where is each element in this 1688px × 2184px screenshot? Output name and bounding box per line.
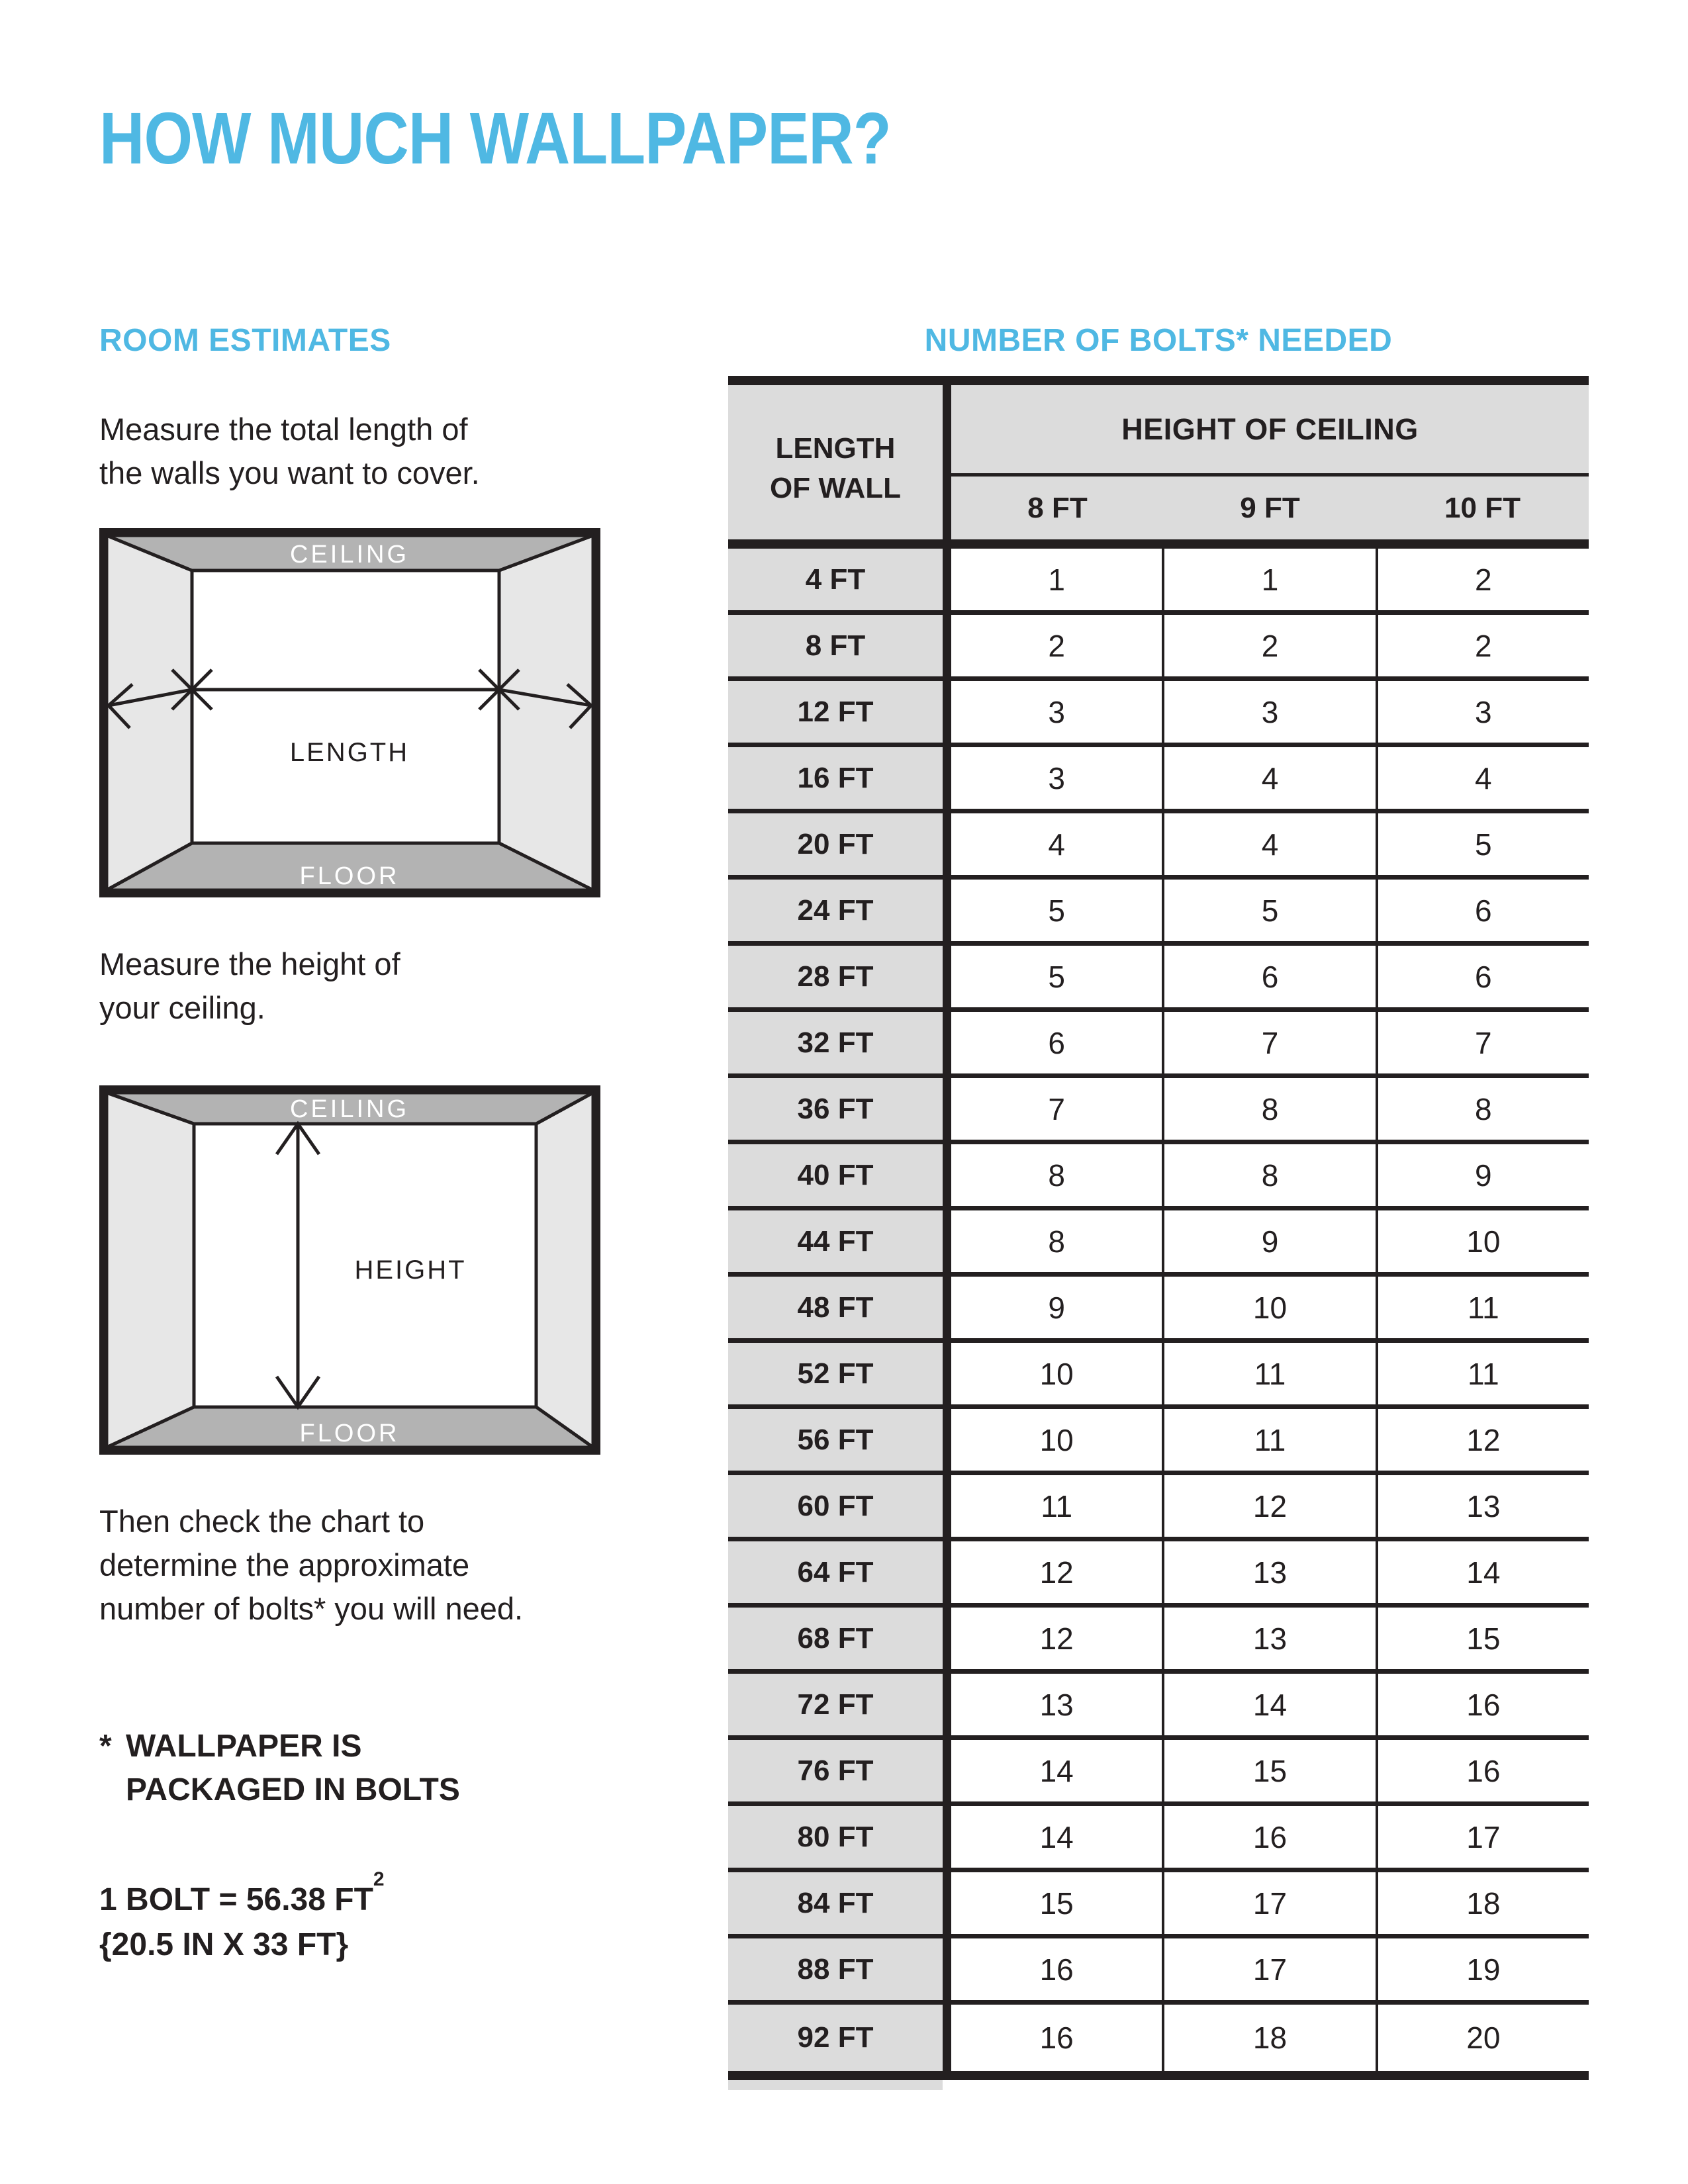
row-label-cell: 84 FT <box>728 1872 943 1934</box>
row-label-cell: 56 FT <box>728 1409 943 1471</box>
table-row <box>728 1541 1589 1608</box>
row-values <box>943 1409 1589 1471</box>
instruction-line: Measure the height of <box>99 946 400 981</box>
instruction-line: the walls you want to cover. <box>99 455 480 490</box>
row-label-cell: 24 FT <box>728 880 943 941</box>
bolt-count-cell: 5 <box>1048 959 1065 994</box>
table-header <box>728 385 1589 539</box>
table-row <box>728 813 1589 880</box>
table-row <box>728 1277 1589 1343</box>
left-wall <box>107 535 192 890</box>
superscript-2: 2 <box>373 1868 385 1890</box>
table-row <box>728 681 1589 747</box>
bolt-count-cell: 12 <box>1376 1409 1589 1471</box>
room-estimates-heading: ROOM ESTIMATES <box>99 323 391 358</box>
floor-label: FLOOR <box>299 862 400 890</box>
bolt-count-cell: 5 <box>1162 880 1375 941</box>
bolt-count-cell: 2 <box>1376 549 1589 610</box>
height-label: HEIGHT <box>354 1255 467 1285</box>
table-row <box>728 549 1589 615</box>
row-values <box>943 681 1589 743</box>
instruction-measure-height <box>99 942 400 1030</box>
bolts-footnote <box>99 1725 460 1812</box>
bolt-count-cell: 6 <box>1376 880 1589 941</box>
row-values <box>943 1475 1589 1537</box>
bolt-count-cell: 20 <box>1376 2005 1589 2071</box>
row-values <box>943 1541 1589 1603</box>
row-label-cell: 20 FT <box>728 813 943 875</box>
bolt-equation <box>99 1870 385 1968</box>
row-values <box>943 1078 1589 1140</box>
bolt-count-cell: 7 <box>1048 1091 1065 1126</box>
table-header-divider-bar <box>728 539 1589 549</box>
row-values <box>943 1740 1589 1801</box>
table-bottom-gray-tab <box>728 2080 943 2090</box>
bolts-table <box>728 376 1589 2090</box>
bolt-count-cell: 10 <box>1376 1210 1589 1272</box>
bolt-count-cell: 19 <box>1376 1938 1589 2000</box>
ceiling-label: CEILING <box>289 1095 410 1123</box>
bolt-count-cell: 12 <box>1039 1555 1074 1590</box>
bolt-count-cell: 4 <box>1162 813 1375 875</box>
bolt-count-cell: 3 <box>1048 694 1065 729</box>
instruction-line: Measure the total length of <box>99 412 468 447</box>
row-label-cell: 28 FT <box>728 946 943 1007</box>
table-row <box>728 2005 1589 2071</box>
bolt-count-cell: 9 <box>1048 1290 1065 1325</box>
bolt-count-cell: 9 <box>1376 1144 1589 1206</box>
bolt-count-cell: 7 <box>1376 1012 1589 1073</box>
table-row <box>728 1144 1589 1210</box>
row-label-cell: 12 FT <box>728 681 943 743</box>
table-row <box>728 1674 1589 1740</box>
bolt-count-cell: 1 <box>1048 562 1065 597</box>
floor-label: FLOOR <box>299 1420 400 1447</box>
footnote-line: WALLPAPER IS <box>126 1729 362 1764</box>
bolt-count-cell: 3 <box>1162 681 1375 743</box>
bolt-count-cell: 10 <box>1162 1277 1375 1338</box>
table-row <box>728 1210 1589 1277</box>
row-label-cell: 64 FT <box>728 1541 943 1603</box>
row-label-cell: 32 FT <box>728 1012 943 1073</box>
instruction-line: your ceiling. <box>99 990 265 1025</box>
bolt-count-cell: 15 <box>1376 1608 1589 1669</box>
bolt-count-cell: 14 <box>1162 1674 1375 1735</box>
bolt-count-cell: 1 <box>1162 549 1375 610</box>
footnote-text <box>126 1725 460 1812</box>
bolts-needed-heading: NUMBER OF BOLTS* NEEDED <box>924 323 1393 358</box>
row-values <box>943 1277 1589 1338</box>
bolt-count-cell: 14 <box>1039 1819 1074 1854</box>
table-row <box>728 1012 1589 1078</box>
row-label-cell: 40 FT <box>728 1144 943 1206</box>
bolt-count-cell: 8 <box>1048 1158 1065 1193</box>
bolt-count-cell: 4 <box>1048 827 1065 862</box>
row-label-cell: 16 FT <box>728 747 943 809</box>
row-values <box>943 880 1589 941</box>
row-label-cell: 60 FT <box>728 1475 943 1537</box>
height-of-ceiling-header-group <box>943 385 1589 539</box>
subheader-10ft: 10 FT <box>1444 491 1521 524</box>
bolt-count-cell: 16 <box>1039 2021 1074 2055</box>
bolt-count-cell: 11 <box>1376 1277 1589 1338</box>
bolt-count-cell: 2 <box>1376 615 1589 676</box>
bolt-count-cell: 7 <box>1162 1012 1375 1073</box>
room-height-diagram <box>99 1085 600 1455</box>
bolt-count-cell: 17 <box>1376 1806 1589 1868</box>
table-row <box>728 1475 1589 1541</box>
table-row <box>728 1608 1589 1674</box>
bolt-count-cell: 6 <box>1162 946 1375 1007</box>
row-label-cell: 72 FT <box>728 1674 943 1735</box>
bolt-equation-line1: 1 BOLT = 56.38 $FT^2$ <box>99 1868 385 1917</box>
row-values <box>943 2005 1589 2071</box>
row-values <box>943 1938 1589 2000</box>
row-label-cell: 36 FT <box>728 1078 943 1140</box>
bolt-equation-line2: {20.5 IN X 33 FT} <box>99 1927 349 1962</box>
table-bottom-bar <box>728 2071 1589 2080</box>
bolt-count-cell: 16 <box>1376 1674 1589 1735</box>
table-row <box>728 1806 1589 1872</box>
bolt-count-cell: 2 <box>1048 628 1065 663</box>
row-values <box>943 813 1589 875</box>
bolt-count-cell: 14 <box>1376 1541 1589 1603</box>
subheader-9ft: 9 FT <box>1240 491 1300 524</box>
ceiling-label: CEILING <box>289 541 410 569</box>
bolt-count-cell: 3 <box>1376 681 1589 743</box>
row-label-cell: 88 FT <box>728 1938 943 2000</box>
instruction-measure-length <box>99 408 480 495</box>
bolt-count-cell: 15 <box>1162 1740 1375 1801</box>
row-values <box>943 1608 1589 1669</box>
bolt-count-cell: 17 <box>1162 1938 1375 2000</box>
row-label-cell: 44 FT <box>728 1210 943 1272</box>
bolt-count-cell: 5 <box>1048 893 1065 928</box>
bolt-count-cell: 16 <box>1039 1952 1074 1987</box>
ceiling-height-subheaders <box>951 477 1589 539</box>
bolt-count-cell: 13 <box>1162 1608 1375 1669</box>
bolt-count-cell: 16 <box>1162 1806 1375 1868</box>
bolt-count-cell: 13 <box>1376 1475 1589 1537</box>
row-values <box>943 1144 1589 1206</box>
bolt-count-cell: 17 <box>1162 1872 1375 1934</box>
row-values <box>943 1210 1589 1272</box>
bolt-count-cell: 8 <box>1162 1078 1375 1140</box>
back-wall <box>192 570 499 843</box>
length-of-wall-header: LENGTH OF WALL <box>728 385 943 539</box>
table-row <box>728 1343 1589 1409</box>
instruction-line: Then check the chart to <box>99 1504 425 1539</box>
table-row <box>728 615 1589 681</box>
row-label-cell: 4 FT <box>728 549 943 610</box>
table-row <box>728 1938 1589 2005</box>
bolt-count-cell: 2 <box>1162 615 1375 676</box>
left-wall <box>107 1093 194 1447</box>
row-values <box>943 615 1589 676</box>
bolt-count-cell: 10 <box>1039 1422 1074 1457</box>
table-row <box>728 1872 1589 1938</box>
bolt-count-cell: 11 <box>1376 1343 1589 1404</box>
table-row <box>728 1740 1589 1806</box>
table-row <box>728 946 1589 1012</box>
asterisk-marker: * <box>99 1729 112 1764</box>
instruction-line: determine the approximate <box>99 1547 470 1582</box>
page-title: HOW MUCH WALLPAPER? <box>99 98 891 179</box>
bolt-count-cell: 9 <box>1162 1210 1375 1272</box>
row-label-cell: 48 FT <box>728 1277 943 1338</box>
height-of-ceiling-header: HEIGHT OF CEILING <box>951 385 1589 477</box>
bolt-count-cell: 3 <box>1048 760 1065 796</box>
table-top-bar <box>728 376 1589 385</box>
right-wall <box>499 535 593 890</box>
bolt-count-cell: 11 <box>1041 1488 1073 1524</box>
bolt-count-cell: 11 <box>1162 1409 1375 1471</box>
bolt-count-cell: 15 <box>1039 1886 1074 1921</box>
length-label: LENGTH <box>289 738 410 767</box>
room-length-diagram <box>99 528 600 897</box>
bolt-count-cell: 8 <box>1376 1078 1589 1140</box>
bolt-count-cell: 14 <box>1039 1753 1074 1788</box>
table-row <box>728 1078 1589 1144</box>
row-values <box>943 747 1589 809</box>
bolt-count-cell: 6 <box>1376 946 1589 1007</box>
table-row <box>728 1409 1589 1475</box>
bolt-count-cell: 13 <box>1039 1687 1074 1722</box>
row-values <box>943 549 1589 610</box>
bolt-count-cell: 18 <box>1162 2005 1375 2071</box>
instruction-line: number of bolts* you will need. <box>99 1591 524 1626</box>
row-values <box>943 1872 1589 1934</box>
bolt-count-cell: 8 <box>1048 1224 1065 1259</box>
footnote-line: PACKAGED IN BOLTS <box>126 1772 460 1807</box>
bolt-count-cell: 13 <box>1162 1541 1375 1603</box>
subheader-8ft: 8 FT <box>1027 491 1088 524</box>
instruction-check-chart <box>99 1500 523 1631</box>
right-wall <box>536 1093 593 1447</box>
bolt-count-cell: 18 <box>1376 1872 1589 1934</box>
row-values <box>943 1343 1589 1404</box>
row-label-cell: 8 FT <box>728 615 943 676</box>
row-label-cell: 68 FT <box>728 1608 943 1669</box>
bolt-count-cell: 8 <box>1162 1144 1375 1206</box>
row-label-cell: 76 FT <box>728 1740 943 1801</box>
row-label-cell: 80 FT <box>728 1806 943 1868</box>
row-values <box>943 1674 1589 1735</box>
bolt-count-cell: 4 <box>1162 747 1375 809</box>
row-label-cell: 52 FT <box>728 1343 943 1404</box>
bolt-count-cell: 6 <box>1048 1025 1065 1060</box>
bolt-count-cell: 11 <box>1162 1343 1375 1404</box>
row-label-cell: 92 FT <box>728 2005 943 2071</box>
row-values <box>943 946 1589 1007</box>
bolt-count-cell: 10 <box>1039 1356 1074 1391</box>
bolt-count-cell: 12 <box>1039 1621 1074 1656</box>
table-body <box>728 549 1589 2071</box>
bolt-count-cell: 4 <box>1376 747 1589 809</box>
bolt-count-cell: 5 <box>1376 813 1589 875</box>
row-values <box>943 1806 1589 1868</box>
table-row <box>728 747 1589 813</box>
row-values <box>943 1012 1589 1073</box>
bolt-count-cell: 16 <box>1376 1740 1589 1801</box>
bolt-count-cell: 12 <box>1162 1475 1375 1537</box>
table-row <box>728 880 1589 946</box>
